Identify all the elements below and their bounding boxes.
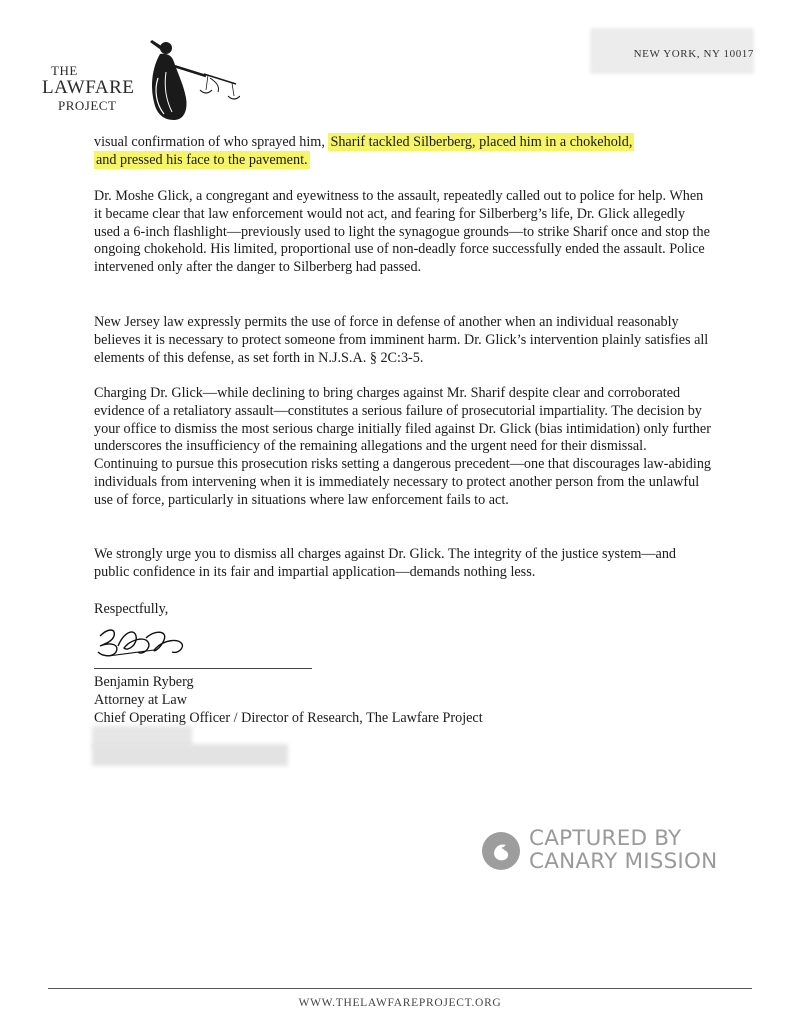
paragraph-4: Charging Dr. Glick—while declining to bring charges against Mr. Sharif despite clear and corroborated evidence of a retaliatory assault—constitutes a serious failure of prosecutorial impartiality. The decision by your office to dismiss the most serious charge initially filed against Dr. Glick (bias intimidation) only further underscores the insufficiency of the remaining allegations and the urgent need for their dismissal. Continuing to pursue this prosecution risks setting a dangerous precedent—one that discourages law-abiding individuals from intervening when it is immediately necessary to protect another person from the unlawful use of force, particularly in situations where law enforcement fails to act. <box>94 385 712 508</box>
paragraph-1 <box>94 134 714 170</box>
logo-project: PROJECT <box>58 98 117 113</box>
paragraph-3: New Jersey law expressly permits the use of force in defense of another when an individual reasonably believes it is necessary to protect someone from imminent harm. Dr. Glick’s intervention plainly satisfies all elements of this defense, as set forth in N.J.S.A. § 2C:3-5. <box>94 314 709 366</box>
highlighted-text: and pressed his face to the pavement. <box>96 151 308 168</box>
logo-the: THE <box>51 63 78 78</box>
signature-line <box>94 668 312 669</box>
canary-bird-icon <box>482 832 520 870</box>
signer-name: Benjamin Ryberg <box>94 674 194 690</box>
highlighted-text: Sharif tackled Silberberg, placed him in a chokehold, <box>330 134 633 150</box>
paragraph-5: We strongly urge you to dismiss all charges against Dr. Glick. The integrity of the justice system—and public confidence in its fair and impartial application—demands nothing less. <box>94 546 677 580</box>
letterhead-address: NEW YORK, NY 10017 <box>633 48 754 60</box>
footer-url: WWW.THELAWFAREPROJECT.ORG <box>298 997 502 1009</box>
footer-divider <box>48 988 752 989</box>
signer-title: Attorney at Law <box>94 692 187 708</box>
paragraph-2: Dr. Moshe Glick, a congregant and eyewitness to the assault, repeatedly called out to police for help. When it became clear that law enforcement would not act, and fearing for Silberberg’s life, Dr. Glick allegedly used a 6-inch flashlight—previously used to light the synagogue grounds—to strike Sharif once and stop the ongoing chokehold. His limited, proportional use of non-deadly force successfully ended the assault. Police intervened only after the danger to Silberberg had passed. <box>94 188 710 276</box>
watermark-line-1: CAPTURED BY <box>529 826 682 851</box>
handwritten-signature <box>94 622 190 662</box>
logo-lawfare: LAWFARE <box>42 77 135 98</box>
closing: Respectfully, <box>94 601 169 617</box>
signer-position: Chief Operating Officer / Director of Research, The Lawfare Project <box>94 710 483 726</box>
watermark-line-2: CANARY MISSION <box>529 849 718 874</box>
redacted-block <box>92 744 288 766</box>
paragraph-1-text: visual confirmation of who sprayed him, <box>94 134 329 150</box>
lady-justice-icon <box>144 38 240 122</box>
canary-mission-watermark <box>482 826 742 878</box>
lawfare-logo <box>40 38 240 122</box>
signature-block <box>94 673 483 727</box>
